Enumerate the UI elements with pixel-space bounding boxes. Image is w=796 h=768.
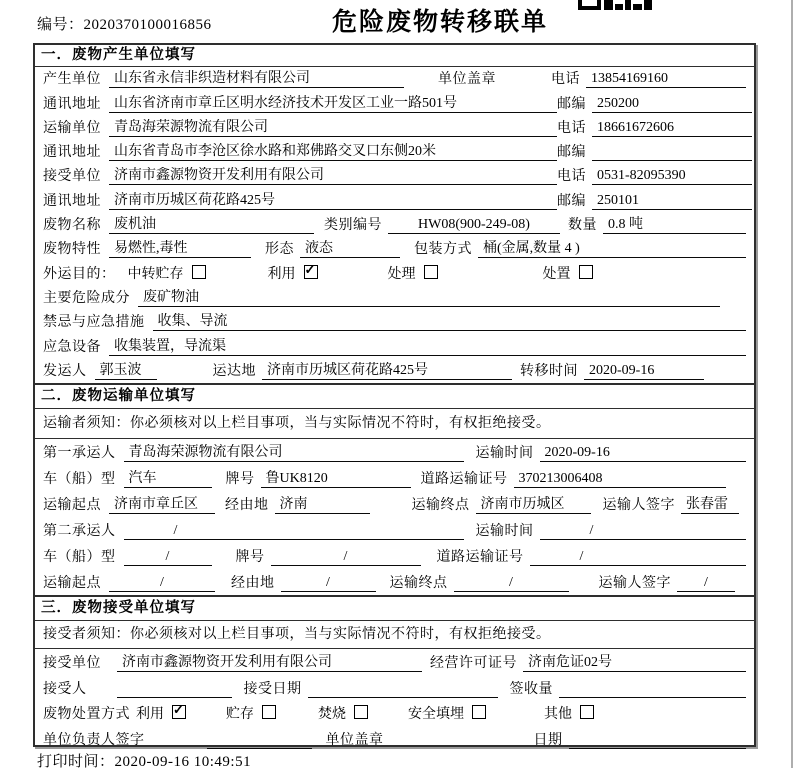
traits-field: 易燃性,毒性 [109, 240, 251, 258]
receiver-field: 济南市鑫源物资开发利用有限公司 [109, 167, 557, 185]
receiver-phone-field: 0531-82095390 [592, 167, 752, 185]
accept-date-field [308, 680, 498, 698]
emergency-measures-row [35, 310, 754, 334]
equipment-label: 应急设备 [43, 339, 101, 355]
checkbox-incinerate [354, 705, 368, 719]
permit2-field: / [530, 548, 747, 566]
category-label: 类别编号 [324, 218, 382, 234]
hazard-label: 主要危险成分 [43, 290, 130, 306]
receiver-label: 接受单位 [43, 169, 101, 185]
endpoint-label: 运输终点 [411, 498, 470, 514]
section3-header: 三．废物接受单位填写 [35, 597, 754, 621]
origin1-field: 济南市章丘区 [109, 496, 215, 514]
hazard-components-row [35, 286, 754, 310]
first-carrier-row [35, 439, 754, 465]
permit-label: 道路运输证号 [436, 550, 524, 566]
option-label: 处理 [387, 266, 416, 282]
carrier-sign2-field: / [677, 574, 735, 592]
address-label: 通讯地址 [43, 193, 101, 209]
checkbox-landfill [472, 705, 486, 719]
plate-label: 牌号 [225, 472, 255, 488]
via1-field: 济南 [275, 496, 370, 514]
responsible-sign-field [207, 731, 312, 749]
hazard-field: 废矿物油 [138, 289, 720, 307]
recipient-field [117, 680, 232, 698]
producer-phone-field: 13854169160 [586, 70, 746, 88]
unit-seal-label: 单位盖章 [325, 733, 384, 749]
shipper-field: 郭玉波 [95, 362, 157, 380]
endpoint2-field: / [454, 574, 569, 592]
transporter-address-row [35, 140, 754, 164]
zip-label: 邮编 [557, 193, 586, 209]
transfer-date-label: 转移时间 [520, 363, 578, 379]
origin-label: 运输起点 [43, 498, 101, 514]
disposal-option-incinerate [318, 703, 368, 723]
print-time-label: 打印时间： [37, 754, 115, 768]
purpose-option-transfer-storage [128, 263, 206, 283]
producer-field: 山东省永信非织造材料有限公司 [109, 70, 404, 88]
serial-value: 2020370100016856 [83, 17, 212, 33]
license-field: 济南危证02号 [523, 654, 746, 672]
via2-field: / [281, 574, 376, 592]
page-edge-divider [791, 0, 793, 768]
checkbox-utilize [172, 705, 186, 719]
receiver-notice: 接受者须知：你必须核对以上栏目事项，当与实际情况不符时，有权拒绝接受。 [35, 621, 754, 649]
checkbox-dispose [579, 265, 593, 279]
destination-label: 运达地 [212, 363, 256, 379]
disposal-option-landfill [408, 703, 486, 723]
section-transporter [35, 383, 754, 596]
waste-name-label: 废物名称 [43, 218, 101, 234]
waste-traits-row [35, 237, 754, 261]
unit-seal-label: 单位盖章 [438, 72, 496, 88]
transport-time1-field: 2020-09-16 [540, 444, 747, 462]
checkbox-transfer-storage [192, 265, 206, 279]
vehicle-type1-field: 汽车 [124, 470, 212, 488]
packing-field: 桶(金属,数量 4 ) [478, 240, 746, 258]
receiver-zip-field: 250101 [592, 192, 752, 210]
address-label: 通讯地址 [43, 145, 101, 161]
phone-label: 电话 [557, 169, 586, 185]
producer-label: 产生单位 [43, 72, 101, 88]
page-title: 危险废物转移联单 [331, 9, 548, 36]
measures-field: 收集、导流 [153, 313, 747, 331]
endpoint-label: 运输终点 [389, 576, 448, 592]
producer-zip-field: 250200 [592, 95, 752, 113]
disposal-method-row [35, 701, 754, 727]
receiver-row [35, 164, 754, 188]
purpose-option-utilize [268, 263, 318, 283]
option-label: 其他 [544, 707, 572, 723]
checkbox-utilize [304, 265, 318, 279]
packing-label: 包装方式 [414, 242, 472, 258]
purpose-row [35, 261, 754, 285]
carrier2-field: / [124, 522, 464, 540]
transporter-label: 运输单位 [43, 120, 101, 136]
waste-name-row [35, 213, 754, 237]
form-field: 液态 [300, 240, 400, 258]
transporter-zip-field [592, 143, 752, 161]
option-label: 处置 [542, 266, 571, 282]
emergency-equipment-row [35, 334, 754, 358]
transport-time2-field: / [540, 522, 747, 540]
receiver-address-row [35, 188, 754, 212]
transport-time-label: 运输时间 [475, 445, 534, 461]
address-label: 通讯地址 [43, 96, 101, 112]
disposal-method-label: 废物处置方式 [43, 707, 130, 723]
zip-label: 邮编 [557, 145, 586, 161]
received-amount-field [559, 680, 746, 698]
transporter-field: 青岛海荣源物流有限公司 [109, 119, 557, 137]
origin2-field: / [109, 574, 215, 592]
vehicle2-row [35, 543, 754, 569]
plate-label: 牌号 [235, 550, 265, 566]
transporter-phone-field: 18661672606 [592, 119, 752, 137]
accept-date-label: 接受日期 [243, 681, 302, 697]
destination-field: 济南市历城区荷花路425号 [262, 362, 512, 380]
producer-address-row [35, 91, 754, 115]
carrier1-field: 青岛海荣源物流有限公司 [124, 444, 464, 462]
option-label: 利用 [267, 266, 296, 282]
traits-label: 废物特性 [43, 242, 101, 258]
carrier-sign-label: 运输人签字 [602, 498, 675, 514]
phone-label: 电话 [551, 72, 580, 88]
producer-address-field: 山东省济南市章丘区明水经济技术开发区工业一路501号 [109, 95, 557, 113]
producer-row [35, 67, 754, 91]
received-amount-label: 签收量 [509, 681, 553, 697]
shipper-label: 发运人 [43, 363, 87, 379]
endpoint1-field: 济南市历城区 [476, 496, 591, 514]
measures-label: 禁忌与应急措施 [43, 315, 145, 331]
second-carrier-row [35, 517, 754, 543]
print-time [37, 750, 251, 768]
carrier-sign-label: 运输人签字 [598, 576, 671, 592]
plate1-field: 鲁UK8120 [261, 470, 411, 488]
option-label: 利用 [136, 707, 164, 723]
carrier2-label: 第二承运人 [43, 524, 116, 540]
responsible-sign-label: 单位负责人签字 [43, 733, 145, 749]
carrier-sign1-field: 张春雷 [681, 496, 739, 514]
via-label: 经由地 [225, 498, 269, 514]
transporter-notice: 运输者须知：你必须核对以上栏目事项，当与实际情况不符时，有权拒绝接受。 [35, 409, 754, 439]
date-label: 日期 [533, 733, 563, 749]
date-field [569, 731, 747, 749]
origin-label: 运输起点 [43, 576, 101, 592]
section-receiver [35, 595, 754, 752]
option-label: 焚烧 [318, 707, 346, 723]
section-producer [35, 45, 754, 383]
checkbox-other [580, 705, 594, 719]
disposal-option-other [544, 703, 594, 723]
transporter-row [35, 116, 754, 140]
permit-label: 道路运输证号 [420, 472, 508, 488]
recipient-label: 接受人 [43, 681, 87, 697]
transfer-date-field: 2020-09-16 [584, 362, 704, 380]
vehicle1-row [35, 465, 754, 491]
zip-label: 邮编 [557, 96, 586, 112]
print-time-value: 2020-09-16 10:49:51 [114, 754, 252, 768]
checkbox-treat [424, 265, 438, 279]
route2-row [35, 569, 754, 595]
serial-label: 编号： [37, 17, 84, 33]
transport-time-label: 运输时间 [475, 524, 534, 540]
section1-header: 一．废物产生单位填写 [35, 45, 754, 67]
via-label: 经由地 [231, 576, 275, 592]
transporter-address-field: 山东省青岛市李沧区徐水路和郑佛路交叉口东侧20米 [109, 143, 557, 161]
recipient-row [35, 675, 754, 701]
permit1-field: 370213006408 [514, 470, 727, 488]
accepting-unit-field: 济南市鑫源物资开发利用有限公司 [117, 654, 422, 672]
route1-row [35, 491, 754, 517]
responsible-signature-row [35, 726, 754, 752]
equipment-field: 收集装置，导流渠 [109, 338, 746, 356]
vehicle-type-label: 车（船）型 [43, 472, 116, 488]
category-field: HW08(900-249-08) [388, 216, 560, 234]
quantity-label: 数量 [568, 218, 597, 234]
plate2-field: / [271, 548, 421, 566]
waste-name-field: 废机油 [109, 216, 314, 234]
purpose-label: 外运目的： [43, 266, 116, 282]
checkbox-storage [262, 705, 276, 719]
receiver-address-field: 济南市历城区荷花路425号 [109, 192, 557, 210]
section2-header: 二．废物运输单位填写 [35, 385, 754, 409]
vehicle-type2-field: / [124, 548, 212, 566]
shipper-row [35, 359, 754, 383]
carrier1-label: 第一承运人 [43, 445, 116, 461]
purpose-option-dispose [543, 263, 593, 283]
option-label: 安全填埋 [408, 707, 464, 723]
form-label: 形态 [265, 242, 294, 258]
option-label: 贮存 [226, 707, 254, 723]
accepting-unit-row [35, 649, 754, 675]
disposal-option-storage [226, 703, 276, 723]
phone-label: 电话 [557, 120, 586, 136]
accepting-unit-label: 接受单位 [43, 656, 101, 672]
purpose-option-treat [388, 263, 438, 283]
manifest-form-table [33, 43, 756, 747]
vehicle-type-label: 车（船）型 [43, 550, 116, 566]
option-label: 中转贮存 [127, 266, 184, 282]
disposal-option-utilize [136, 703, 186, 723]
quantity-field: 0.8 吨 [603, 216, 746, 234]
license-label: 经营许可证号 [430, 656, 517, 672]
